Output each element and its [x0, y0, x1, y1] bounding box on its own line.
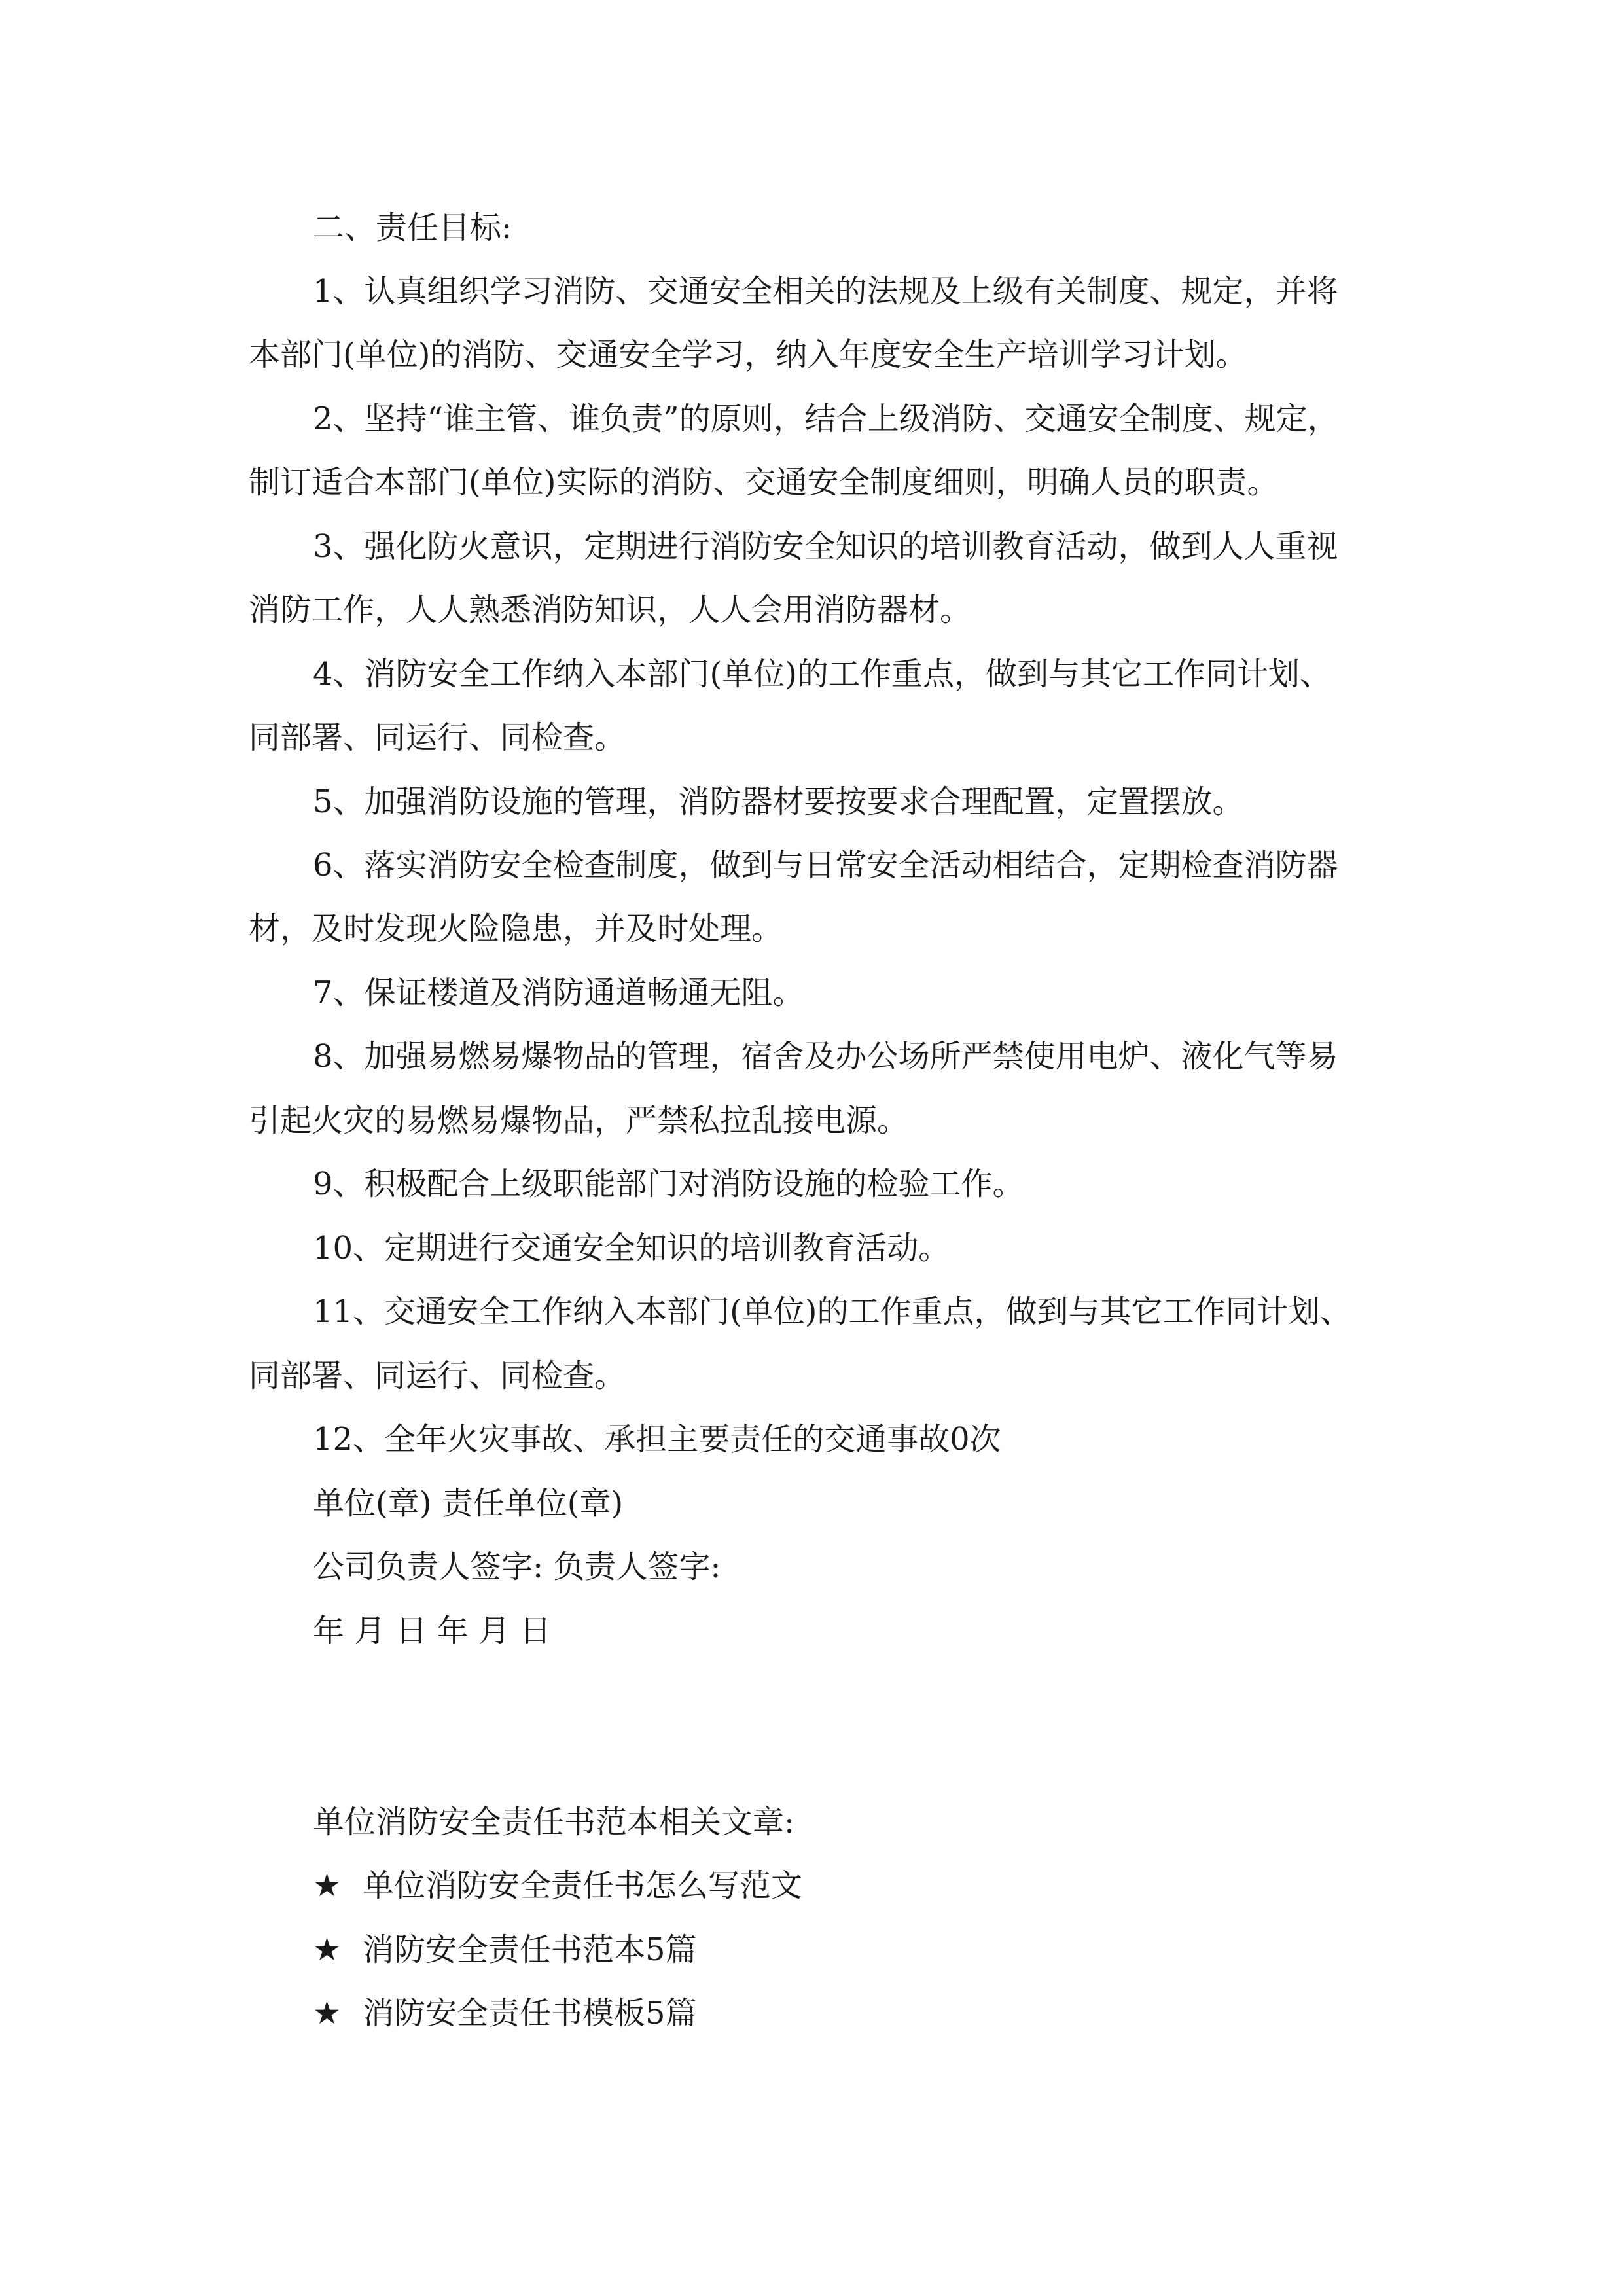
item-11-line-1: 11、交通安全工作纳入本部门(单位)的工作重点，做到与其它工作同计划、 [313, 1293, 1351, 1330]
star-icon: ★ [313, 1931, 342, 1968]
related-heading: 单位消防安全责任书范本相关文章: [313, 1804, 795, 1840]
item-8-line-2: 引起火灾的易燃易爆物品，严禁私拉乱接电源。 [249, 1102, 909, 1139]
seal-line: 单位(章) 责任单位(章) [313, 1485, 624, 1522]
item-6-line-1: 6、落实消防安全检查制度，做到与日常安全活动相结合，定期检查消防器 [313, 847, 1338, 884]
related-link-label: 消防安全责任书模板5篇 [363, 1995, 697, 2032]
item-4-line-1: 4、消防安全工作纳入本部门(单位)的工作重点，做到与其它工作同计划、 [313, 656, 1331, 692]
item-2-line-2: 制订适合本部门(单位)实际的消防、交通安全制度细则，明确人员的职责。 [249, 464, 1279, 501]
sign-line: 公司负责人签字: 负责人签字: [313, 1549, 721, 1585]
item-7-line-1: 7、保证楼道及消防通道畅通无阻。 [313, 975, 804, 1011]
item-2-line-1: 2、坚持“谁主管、谁负责”的原则，结合上级消防、交通安全制度、规定， [313, 401, 1339, 437]
item-4-line-2: 同部署、同运行、同检查。 [249, 719, 626, 756]
item-3-line-2: 消防工作，人人熟悉消防知识，人人会用消防器材。 [249, 592, 972, 628]
related-link-1[interactable] [313, 1866, 802, 1905]
related-link-2[interactable] [313, 1930, 697, 1969]
related-link-label: 单位消防安全责任书怎么写范文 [363, 1867, 803, 1904]
item-9-line-1: 9、积极配合上级职能部门对消防设施的检验工作。 [313, 1166, 1024, 1202]
date-line: 年 月 日 年 月 日 [313, 1613, 552, 1649]
related-link-label: 消防安全责任书范本5篇 [363, 1931, 697, 1968]
item-1-line-1: 1、认真组织学习消防、交通安全相关的法规及上级有关制度、规定，并将 [313, 273, 1338, 310]
item-10-line-1: 10、定期进行交通安全知识的培训教育活动。 [313, 1230, 950, 1266]
item-8-line-1: 8、加强易燃易爆物品的管理，宿舍及办公场所严禁使用电炉、液化气等易 [313, 1038, 1338, 1075]
item-5-line-1: 5、加强消防设施的管理，消防器材要按要求合理配置，定置摆放。 [313, 783, 1244, 820]
section-heading: 二、责任目标: [313, 209, 512, 246]
item-3-line-1: 3、强化防火意识，定期进行消防安全知识的培训教育活动，做到人人重视 [313, 528, 1338, 565]
item-6-line-2: 材，及时发现火险隐患，并及时处理。 [249, 910, 783, 947]
item-11-line-2: 同部署、同运行、同检查。 [249, 1357, 626, 1394]
item-1-line-2: 本部门(单位)的消防、交通安全学习，纳入年度安全生产培训学习计划。 [249, 336, 1247, 373]
related-link-3[interactable] [313, 1994, 697, 2033]
item-12-line-1: 12、全年火灾事故、承担主要责任的交通事故0次 [313, 1421, 1001, 1458]
star-icon: ★ [313, 1867, 342, 1904]
star-icon: ★ [313, 1995, 342, 2032]
